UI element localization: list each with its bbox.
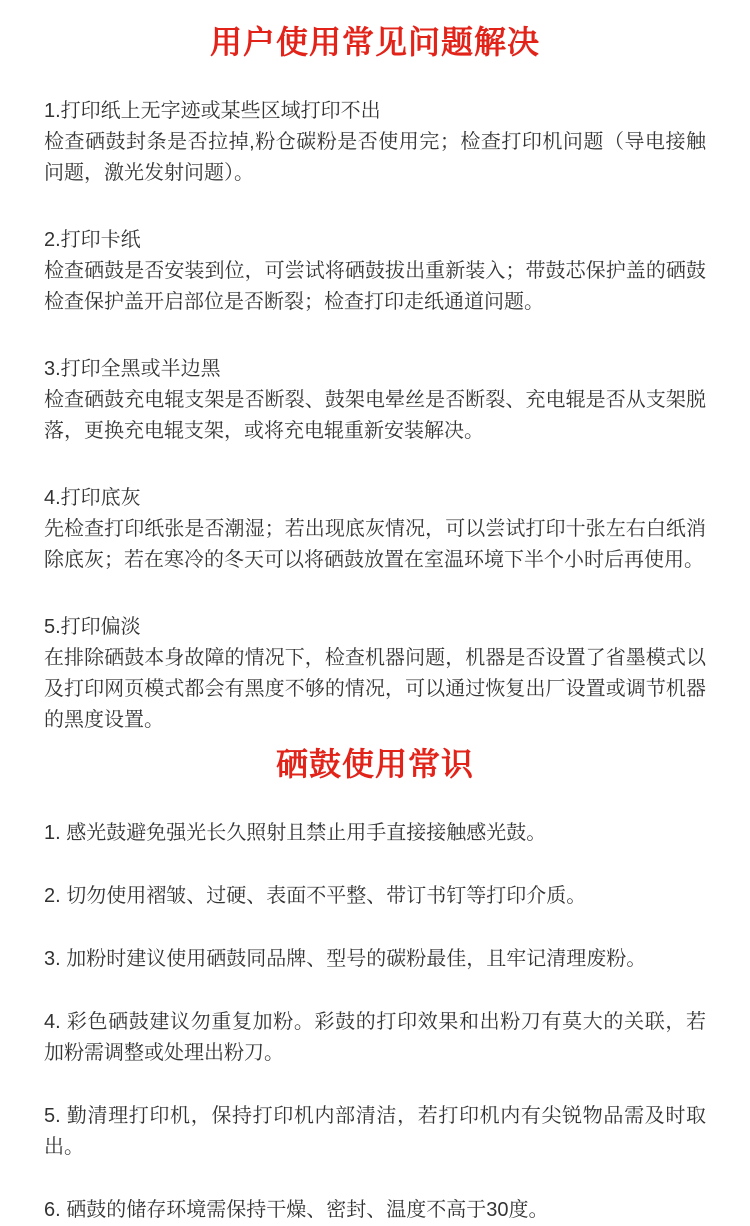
tip-item-3: 3. 加粉时建议使用硒鼓同品牌、型号的碳粉最佳，且牢记清理废粉。: [44, 948, 647, 970]
faq-item-1-heading: 1.打印纸上无字迹或某些区域打印不出: [44, 100, 381, 122]
tip-item-4: 4. 彩色硒鼓建议勿重复加粉。彩鼓的打印效果和出粉刀有莫大的关联，若加粉需调整或处理出粉刀。: [44, 1011, 706, 1064]
faq-item-5-heading: 5.打印偏淡: [44, 616, 141, 638]
tip-item-6: 6. 硒鼓的储存环境需保持干燥、密封、温度不高于30度。: [44, 1199, 549, 1221]
faq-item-4-heading: 4.打印底灰: [44, 487, 141, 509]
faq-section-title: 用户使用常见问题解决: [209, 24, 540, 60]
tips-section-title: 硒鼓使用常识: [275, 746, 474, 782]
tip-item-2: 2. 切勿使用褶皱、过硬、表面不平整、带订书钉等打印介质。: [44, 885, 587, 907]
faq-item-4: [44, 483, 706, 576]
faq-item-1-body: 检查硒鼓封条是否拉掉,粉仓碳粉是否使用完；检查打印机问题（导电接触问题，激光发射问题）。: [44, 131, 706, 184]
faq-item-4-body: 先检查打印纸张是否潮湿；若出现底灰情况，可以尝试打印十张左右白纸消除底灰；若在寒冷的冬天可以将硒鼓放置在室温环境下半个小时后再使用。: [44, 518, 706, 571]
faq-item-2-body: 检查硒鼓是否安装到位，可尝试将硒鼓拔出重新装入；带鼓芯保护盖的硒鼓检查保护盖开启部位是否断裂；检查打印走纸通道问题。: [44, 260, 706, 313]
faq-item-2: [44, 225, 706, 318]
tip-item-1: 1. 感光鼓避免强光长久照射且禁止用手直接接触感光鼓。: [44, 822, 547, 844]
faq-item-1: [44, 96, 706, 189]
faq-item-3-body: 检查硒鼓充电辊支架是否断裂、鼓架电晕丝是否断裂、充电辊是否从支架脱落，更换充电辊支架，或将充电辊重新安装解决。: [44, 389, 706, 442]
faq-item-3-heading: 3.打印全黑或半边黑: [44, 358, 221, 380]
faq-item-3: [44, 354, 706, 447]
tips-section: [44, 746, 706, 1226]
tip-item-5: 5. 勤清理打印机，保持打印机内部清洁，若打印机内有尖锐物品需及时取出。: [44, 1105, 706, 1158]
faq-item-5-body: 在排除硒鼓本身故障的情况下，检查机器问题，机器是否设置了省墨模式以及打印网页模式都会有黑度不够的情况，可以通过恢复出厂设置或调节机器的黑度设置。: [44, 647, 706, 731]
faq-section: [44, 24, 706, 736]
faq-item-2-heading: 2.打印卡纸: [44, 229, 141, 251]
faq-item-5: [44, 612, 706, 736]
